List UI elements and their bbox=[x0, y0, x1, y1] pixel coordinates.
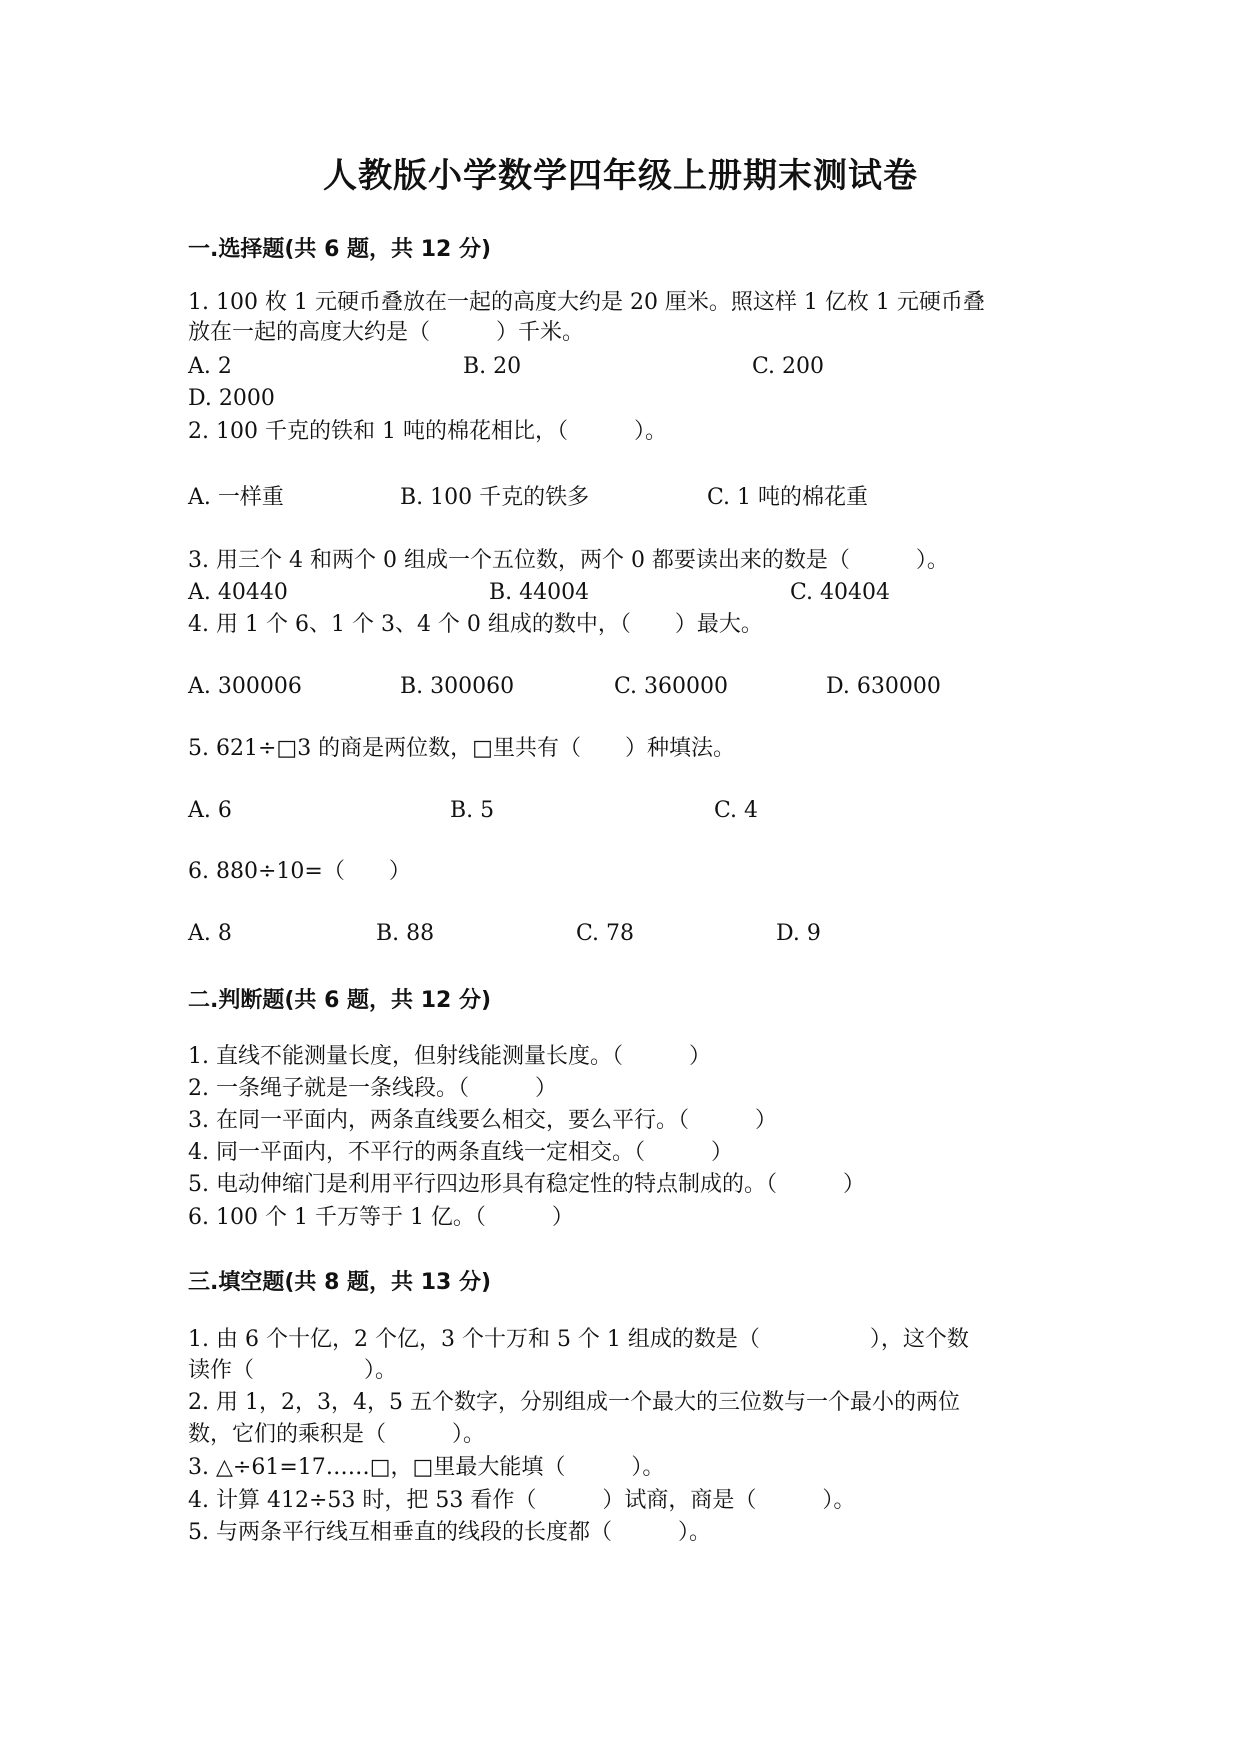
option: A. 6 bbox=[188, 798, 232, 823]
question-text: 3. △÷61=17……□，□里最大能填（ ）。 bbox=[188, 1455, 665, 1480]
question-text: 2. 一条绳子就是一条线段。（ ） bbox=[188, 1076, 557, 1101]
option: A. 一样重 bbox=[188, 485, 284, 510]
question-text: 2. 100 千克的铁和 1 吨的棉花相比，（ ）。 bbox=[188, 419, 667, 444]
option: B. 88 bbox=[376, 921, 435, 946]
option: C. 40404 bbox=[790, 580, 891, 605]
section-heading-fill: 三.填空题(共 8 题，共 13 分) bbox=[188, 1270, 492, 1295]
option: A. 8 bbox=[188, 921, 232, 946]
question-text: 4. 用 1 个 6、1 个 3、4 个 0 组成的数中，（ ）最大。 bbox=[188, 612, 763, 637]
option: D. 2000 bbox=[188, 386, 275, 411]
question-text: 数，它们的乘积是（ ）。 bbox=[188, 1422, 486, 1447]
option: B. 100 千克的铁多 bbox=[400, 485, 590, 510]
option: A. 40440 bbox=[188, 580, 288, 605]
option: C. 360000 bbox=[614, 674, 729, 699]
option: B. 20 bbox=[463, 354, 522, 379]
option: C. 1 吨的棉花重 bbox=[707, 485, 869, 510]
question-text: 1. 直线不能测量长度，但射线能测量长度。（ ） bbox=[188, 1044, 711, 1069]
question-text: 5. 621÷□3 的商是两位数，□里共有（ ）种填法。 bbox=[188, 736, 735, 761]
option: C. 4 bbox=[714, 798, 759, 823]
option: A. 2 bbox=[188, 354, 232, 379]
question-text: 4. 同一平面内，不平行的两条直线一定相交。（ ） bbox=[188, 1140, 733, 1165]
option: A. 300006 bbox=[188, 674, 302, 699]
option: B. 300060 bbox=[400, 674, 515, 699]
question-text: 5. 电动伸缩门是利用平行四边形具有稳定性的特点制成的。（ ） bbox=[188, 1172, 865, 1197]
question-text: 3. 在同一平面内，两条直线要么相交，要么平行。（ ） bbox=[188, 1108, 777, 1133]
option: B. 44004 bbox=[489, 580, 590, 605]
question-text: 6. 100 个 1 千万等于 1 亿。（ ） bbox=[188, 1205, 574, 1230]
question-text: 2. 用 1，2，3，4，5 五个数字，分别组成一个最大的三位数与一个最小的两位 bbox=[188, 1390, 960, 1415]
question-text: 3. 用三个 4 和两个 0 组成一个五位数，两个 0 都要读出来的数是（ ）。 bbox=[188, 548, 949, 573]
option: D. 630000 bbox=[826, 674, 941, 699]
question-text: 4. 计算 412÷53 时，把 53 看作（ ）试商，商是（ ）。 bbox=[188, 1488, 856, 1513]
question-text: 6. 880÷10=（ ） bbox=[188, 859, 411, 884]
question-text: 5. 与两条平行线互相垂直的线段的长度都（ ）。 bbox=[188, 1520, 711, 1545]
page-title: 人教版小学数学四年级上册期末测试卷 bbox=[323, 156, 918, 196]
option: C. 78 bbox=[576, 921, 635, 946]
question-text: 放在一起的高度大约是（ ）千米。 bbox=[188, 320, 585, 345]
question-text: 1. 由 6 个十亿，2 个亿，3 个十万和 5 个 1 组成的数是（ ），这个数 bbox=[188, 1327, 969, 1352]
option: D. 9 bbox=[776, 921, 821, 946]
question-text: 1. 100 枚 1 元硬币叠放在一起的高度大约是 20 厘米。照这样 1 亿枚 1 元硬币叠 bbox=[188, 290, 985, 315]
question-text: 读作（ ）。 bbox=[188, 1358, 398, 1383]
option: B. 5 bbox=[450, 798, 495, 823]
option: C. 200 bbox=[752, 354, 825, 379]
section-heading-choice: 一.选择题(共 6 题，共 12 分) bbox=[188, 237, 492, 262]
section-heading-judge: 二.判断题(共 6 题，共 12 分) bbox=[188, 988, 492, 1013]
